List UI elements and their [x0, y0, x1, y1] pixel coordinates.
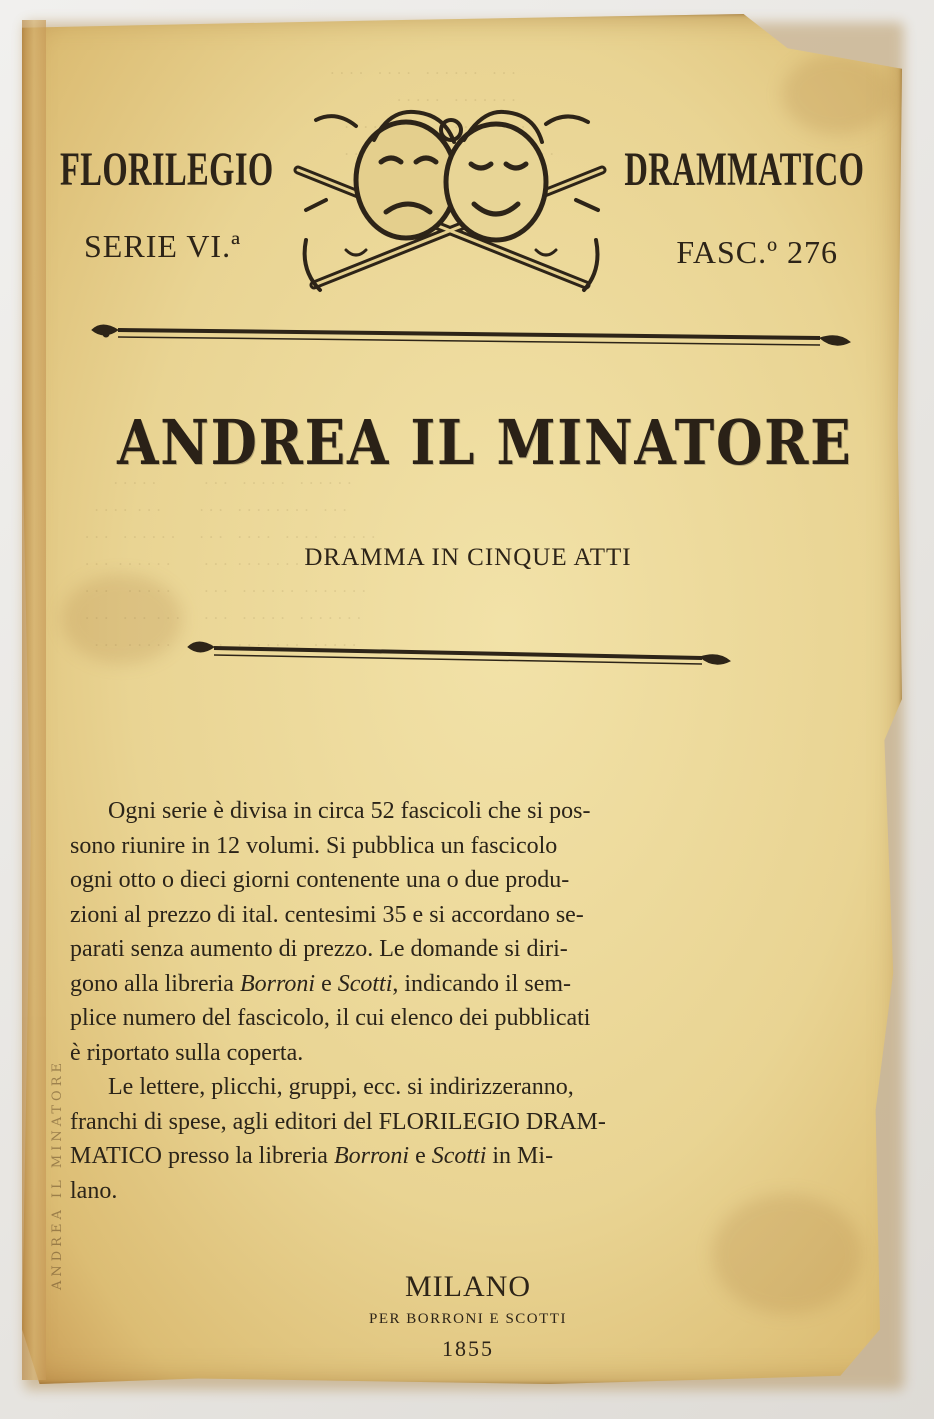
- spine-title: ANDREA IL MINATORE: [50, 1059, 65, 1290]
- subscription-notice: [70, 794, 850, 1208]
- notice-text: gono alla libreria: [70, 970, 240, 997]
- publisher-name: Scotti: [337, 970, 393, 997]
- notice-line: plice numero del fascicolo, il cui elenco dei pubblicati: [70, 1005, 591, 1031]
- notice-line: Le lettere, plicchi, gruppi, ecc. si indirizzeranno,: [108, 1074, 574, 1100]
- notice-line: [70, 967, 850, 1002]
- notice-text: in Mi-: [486, 1143, 554, 1169]
- decorative-rule-top: [90, 318, 852, 352]
- notice-line: [70, 1139, 850, 1174]
- notice-line: lano.: [70, 1177, 118, 1204]
- age-stain: [62, 574, 182, 664]
- publisher-name: Scotti: [431, 1143, 487, 1169]
- play-subtitle: DRAMMA IN CINQUE ATTI: [304, 544, 632, 571]
- notice-line: è riportato sulla coperta.: [70, 1039, 304, 1066]
- notice-line: Ogni serie è divisa in circa 52 fascicoli che si pos-: [108, 798, 591, 824]
- imprint-year: 1855: [442, 1336, 494, 1361]
- masthead-left: FLORILEGIO: [60, 143, 274, 196]
- fascicle-number: FASC.º 276: [676, 234, 838, 270]
- notice-text: , indicando il sem-: [392, 970, 572, 997]
- notice-text: e: [315, 970, 338, 997]
- decorative-rule-middle: [186, 636, 732, 670]
- imprint-publisher: PER BORRONI E SCOTTI: [369, 1311, 567, 1327]
- notice-line: franchi di spese, agli editori del FLORILEGIO DRAM-: [70, 1108, 606, 1135]
- play-title: ANDREA IL MINATORE: [117, 406, 853, 479]
- masthead-right: DRAMMATICO: [623, 143, 864, 196]
- series-number: SERIE VI.ª: [84, 228, 241, 264]
- publisher-name: Borroni: [239, 970, 316, 997]
- imprint-city: MILANO: [405, 1270, 531, 1303]
- notice-line: parati senza aumento di prezzo. Le domande si diri-: [70, 936, 568, 962]
- publisher-name: Borroni: [333, 1143, 410, 1169]
- notice-line: zioni al prezzo di ital. centesimi 35 e si accordano se-: [70, 901, 584, 928]
- notice-text: e: [409, 1143, 432, 1169]
- theatre-emblem-icon: [286, 100, 614, 300]
- notice-line: sono riunire in 12 volumi. Si pubblica un fascicolo: [70, 832, 558, 859]
- spine-edge: [22, 20, 65, 1380]
- age-stain: [782, 54, 892, 134]
- notice-text: MATICO presso la libreria: [70, 1143, 334, 1169]
- notice-line: ogni otto o dieci giorni contenente una o due produ-: [70, 867, 570, 893]
